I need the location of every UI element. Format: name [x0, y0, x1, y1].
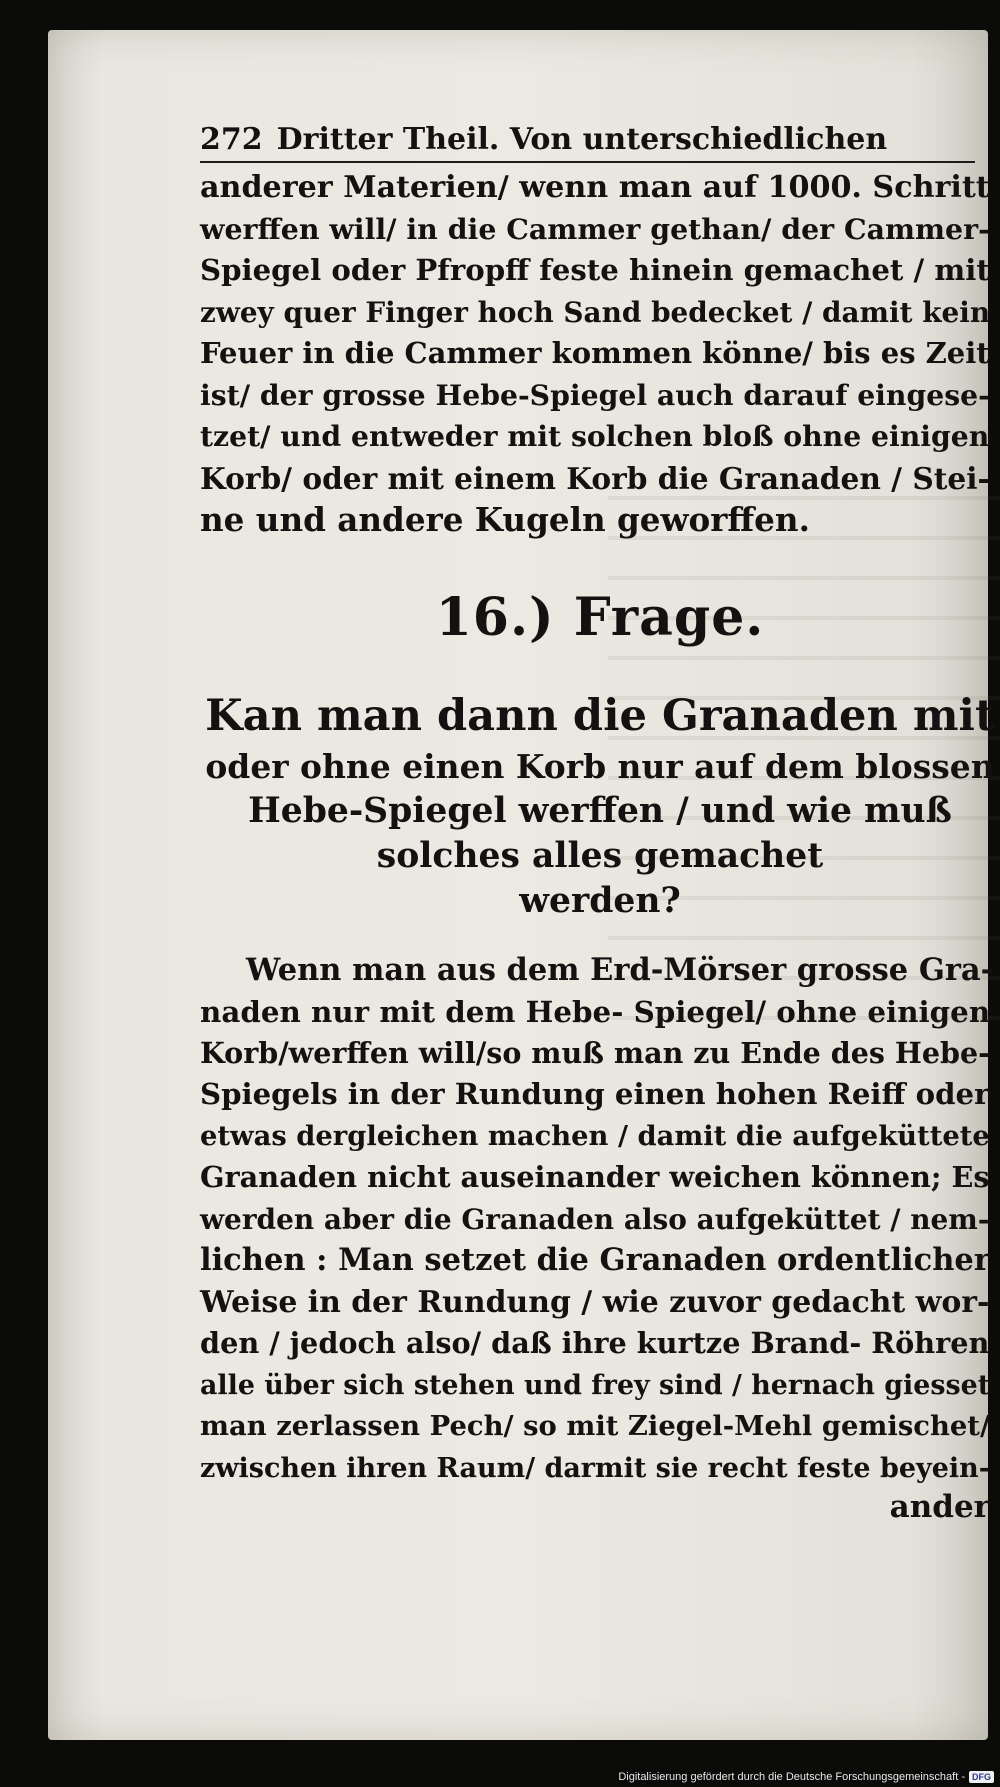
text-line: Feuer in die Cammer kommen könne/ bis es Zeit	[200, 336, 990, 370]
running-head-title: Dritter Theil. Von unterschiedlichen	[276, 122, 888, 157]
text-line: lichen : Man setzet die Granaden ordentlicher	[200, 1242, 990, 1278]
text-line: zwey quer Finger hoch Sand bedecket / damit kein	[200, 295, 991, 329]
credit-text: Digitalisierung gefördert durch die Deutsche Forschungsgemeinschaft -	[618, 1771, 965, 1783]
text-line: ne und andere Kugeln geworffen.	[200, 500, 810, 539]
text-line: alle über sich stehen und frey sind / hernach giesset	[200, 1369, 991, 1401]
text-line: tzet/ und entweder mit solchen bloß ohne einigen	[200, 419, 990, 453]
text-line: Weise in der Rundung / wie zuvor gedacht wor-	[200, 1284, 990, 1320]
text-line: Spiegel oder Pfropff feste hinein gemachet / mit	[200, 253, 990, 287]
text-line: etwas dergleichen machen / damit die aufgeküttete	[200, 1119, 990, 1152]
section-title: 16.) Frage.	[435, 586, 765, 648]
question-line: solches alles gemachet	[376, 835, 824, 876]
text-line: man zerlassen Pech/ so mit Ziegel-Mehl gemischet/	[200, 1410, 990, 1442]
question-heading	[200, 688, 1000, 924]
page-content	[200, 122, 1000, 1525]
text-line: naden nur mit dem Hebe- Spiegel/ ohne einigen	[200, 994, 991, 1029]
book-page	[48, 30, 995, 1740]
text-line: den / jedoch also/ daß ihre kurtze Brand- Röhren	[200, 1326, 990, 1360]
question-line: Kan man dann die Granaden mit	[205, 689, 995, 741]
text-line: Wenn man aus dem Erd-Mörser grosse Gra-	[246, 951, 994, 988]
digitization-credit	[618, 1771, 994, 1783]
question-line: Hebe-Spiegel werffen / und wie muß	[248, 790, 952, 831]
text-line: werden aber die Granaden also aufgeküttet / nem-	[200, 1202, 990, 1236]
text-line: werffen will/ in die Cammer gethan/ der Cammer-	[200, 211, 990, 246]
paragraph-2	[200, 950, 1000, 1490]
paragraph-1	[200, 167, 1000, 541]
text-line: Korb/ oder mit einem Korb die Granaden / Stei-	[200, 460, 990, 496]
text-line: anderer Materien/ wenn man auf 1000. Schritt	[200, 170, 990, 205]
question-line: oder ohne einen Korb nur auf dem blossen	[205, 746, 995, 786]
text-line: ist/ der grosse Hebe-Spiegel auch darauf eingese-	[200, 377, 990, 412]
text-line: Granaden nicht auseinander weichen können; Es	[200, 1160, 990, 1194]
catchword: ander	[889, 1489, 990, 1525]
question-line: werden?	[519, 880, 681, 921]
dfg-logo: DFG	[969, 1771, 994, 1783]
running-head	[200, 122, 975, 163]
text-line: Korb/werffen will/so muß man zu Ende des Hebe-	[200, 1035, 991, 1070]
page-number: 272	[200, 122, 263, 157]
text-line: Spiegels in der Rundung einen hohen Reiff oder	[200, 1077, 990, 1111]
text-line: zwischen ihren Raum/ darmit sie recht feste beyein-	[200, 1452, 990, 1484]
